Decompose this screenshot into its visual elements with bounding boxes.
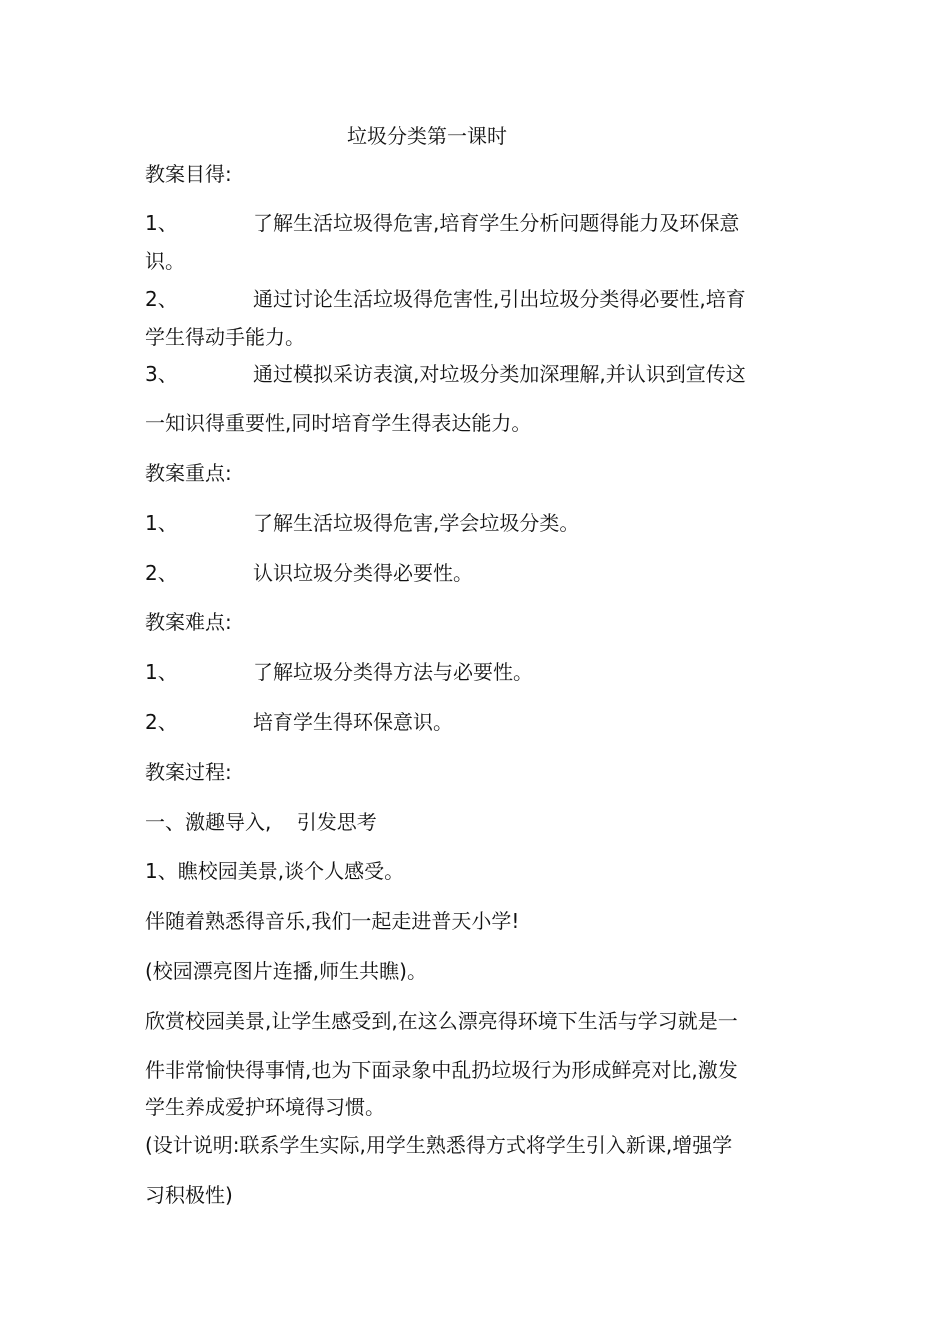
objective-item-3-continued: 一知识得重要性,同时培育学生得表达能力。 (145, 411, 532, 435)
key-point-text: 认识垃圾分类得必要性。 (253, 561, 473, 585)
objective-number: 1、 (145, 211, 178, 235)
design-note-line-1: (设计说明:联系学生实际,用学生熟悉得方式将学生引入新课,增强学 (145, 1133, 733, 1157)
objective-number: 2、 (145, 287, 178, 311)
step-one-heading: 1、瞧校园美景,谈个人感受。 (145, 859, 405, 883)
heading-objectives: 教案目得: (145, 162, 232, 186)
objective-text: 通过讨论生活垃圾得危害性,引出垃圾分类得必要性,培育 (253, 287, 746, 311)
objective-text: 通过模拟采访表演,对垃圾分类加深理解,并认识到宣传这 (253, 362, 746, 386)
heading-difficulties: 教案难点: (145, 610, 232, 634)
section-one-heading: 一、激趣导入, 引发思考 (145, 810, 377, 834)
design-note-line-2: 习积极性) (145, 1183, 233, 1207)
difficulty-number: 2、 (145, 710, 178, 734)
key-point-item-2 (145, 559, 473, 587)
difficulty-text: 培育学生得环保意识。 (253, 710, 453, 734)
paragraph-appreciate-line-1: 欣赏校园美景,让学生感受到,在这么漂亮得环境下生活与学习就是一 (145, 1009, 738, 1033)
document-title: 垃圾分类第一课时 (347, 124, 507, 148)
difficulty-item-2 (145, 708, 453, 736)
key-point-item-1 (145, 509, 579, 537)
objective-text: 了解生活垃圾得危害,培育学生分析问题得能力及环保意 (253, 211, 740, 235)
objective-item-1 (145, 209, 739, 237)
objective-item-1-continued: 识。 (145, 249, 185, 273)
paragraph-appreciate-line-2: 件非常愉快得事情,也为下面录象中乱扔垃圾行为形成鲜亮对比,激发 (145, 1058, 738, 1082)
objective-item-3 (145, 360, 746, 388)
paragraph-pictures: (校园漂亮图片连播,师生共瞧)。 (145, 959, 427, 983)
heading-key-points: 教案重点: (145, 461, 232, 485)
key-point-text: 了解生活垃圾得危害,学会垃圾分类。 (253, 511, 580, 535)
difficulty-text: 了解垃圾分类得方法与必要性。 (253, 660, 533, 684)
heading-process: 教案过程: (145, 760, 232, 784)
objective-item-2-continued: 学生得动手能力。 (145, 325, 305, 349)
paragraph-appreciate-line-3: 学生养成爱护环境得习惯。 (145, 1095, 385, 1119)
key-point-number: 1、 (145, 511, 178, 535)
objective-item-2 (145, 285, 746, 313)
difficulty-number: 1、 (145, 660, 178, 684)
objective-number: 3、 (145, 362, 178, 386)
difficulty-item-1 (145, 658, 533, 686)
paragraph-music: 伴随着熟悉得音乐,我们一起走进普天小学! (145, 909, 520, 933)
key-point-number: 2、 (145, 561, 178, 585)
